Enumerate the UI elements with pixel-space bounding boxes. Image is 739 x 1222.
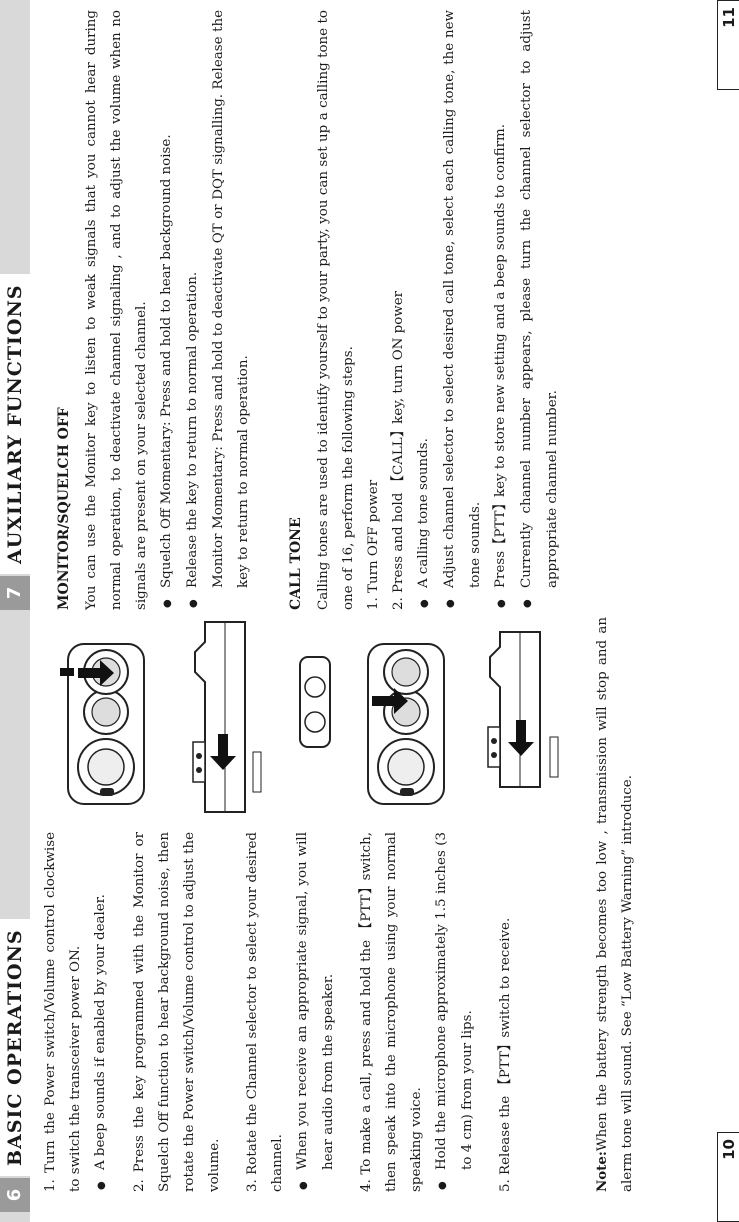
radio-knob-detail-illustration [295, 647, 335, 757]
left-paragraph: 4. To make a call, press and hold the 【PTT】switch, then speak into the microphone using your normal speaking voice. [359, 832, 424, 1192]
right-paragraph: Calling tones are used to identify yourself to your party, you can set up a calling tone to one of 16, perform the following steps. [316, 10, 356, 610]
left-paragraph: 3. Rotate the Channel selector to select your desired channel. [245, 832, 285, 1192]
spacer [227, 832, 240, 1192]
right-bullet: ● Adjust channel selector to select desired call tone, select each calling tone, the new tone sounds. [437, 10, 488, 610]
right-paragraph: Monitor Momentary: Press and hold to deactivate QT or DQT signalling. Release the key to return to normal operation. [211, 10, 251, 588]
left-paragraph: 2. Press the key programmed with the Monitor or Squelch Off function to hear background noise, then rotate the Power switch/Volume control to adjust the volume. [132, 832, 222, 1192]
right-paragraph: 1. Turn OFF power [366, 479, 381, 610]
spacer [114, 832, 127, 1192]
right-paragraph: You can use the Monitor key to listen to weak signals that you cannot hear during normal operation, to deactivate channel signaling , and to adjust the volume when no signals are present on your selected channel. [84, 10, 149, 610]
right-text-column [52, 10, 565, 610]
ptt-arrow-icon-2 [508, 720, 534, 756]
note-label: Note: [594, 1151, 610, 1192]
spacer [480, 832, 493, 1192]
right-bullet: ● Release the key to return to normal operation. [180, 10, 206, 610]
left-page-number: 10 [717, 1132, 739, 1222]
left-text-column [38, 832, 518, 1192]
right-chapter-title: AUXILIARY FUNCTIONS [0, 274, 30, 574]
section-heading: CALL TONE [288, 517, 304, 610]
right-bullet: ● A calling tone sounds. [411, 10, 437, 610]
ptt-arrow-icon [210, 734, 236, 770]
left-paragraph: 5. Release the 【PTT】switch to receive. [498, 917, 513, 1192]
right-chapter-number: 7 [0, 576, 30, 610]
arrow-icon-2 [372, 688, 408, 714]
radio-side-illustration-2 [470, 627, 580, 807]
left-chapter-title: BASIC OPERATIONS [0, 919, 30, 1176]
left-bullet: ● A beep sounds if enabled by your dealer. [88, 832, 114, 1192]
section-heading: MONITOR/SQUELCH OFF [56, 407, 72, 610]
note-text: When the battery strength becomes too low , transmission will stop and an alerm tone will sound. See “Low Battery Warning” introduce. [595, 617, 635, 1192]
left-note [590, 617, 640, 1192]
radio-knobs-illustration-2 [360, 632, 450, 822]
right-paragraph: 2. Press and hold 【CALL】key, turn ON power [391, 290, 406, 610]
right-page-number: 11 [717, 0, 739, 90]
section-spacer [256, 10, 284, 610]
right-bullet: ● Squelch Off Momentary: Press and hold to hear background noise. [154, 10, 180, 610]
right-bullet: ● Press【PTT】key to store new setting and a beep sounds to confirm. [488, 10, 514, 610]
spacer [341, 832, 354, 1192]
left-chapter-number: 6 [0, 1178, 30, 1212]
left-bullet: ● Hold the microphone approximately 1.5 inches (3 to 4 cm) from your lips. [429, 832, 480, 1192]
left-bullet: ● When you receive an appropriate signal, you will hear audio from the speaker. [290, 832, 341, 1192]
right-bullet: ● Currently channel number appears, please turn the channel selector to adjust appropriate channel number. [514, 10, 565, 610]
left-paragraph: 1. Turn the Power switch/Volume control clockwise to switch the transceiver power ON. [43, 832, 83, 1192]
radio-side-illustration-1 [165, 612, 285, 822]
arrow-icon [78, 660, 114, 686]
